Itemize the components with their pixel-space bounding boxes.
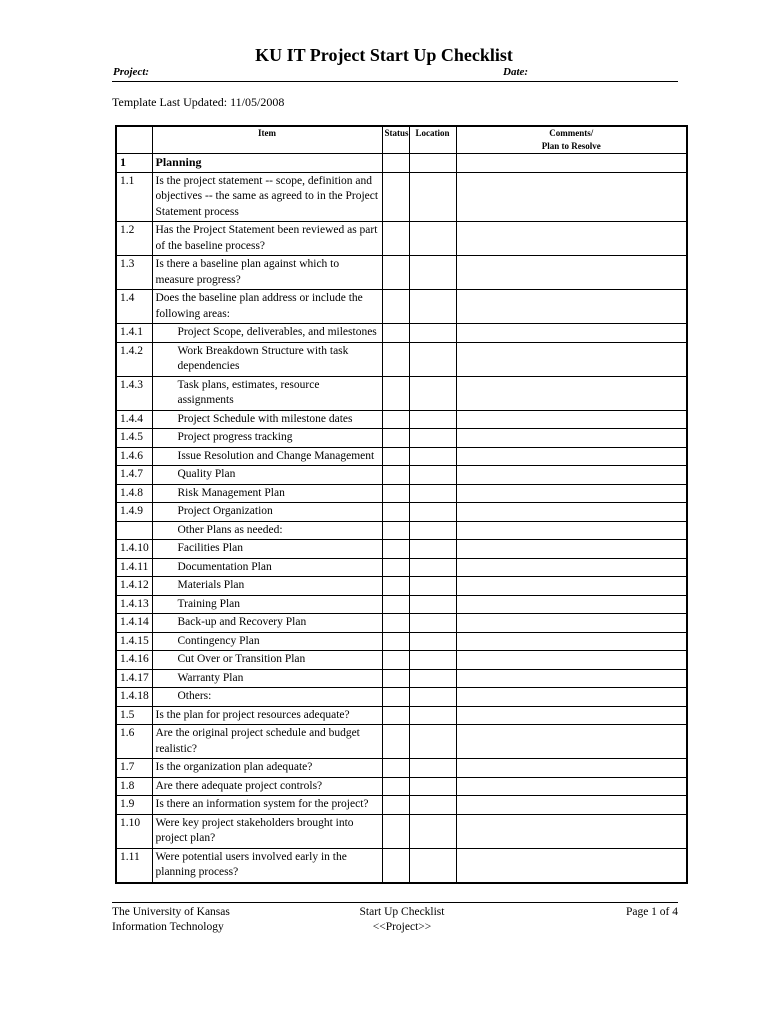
table-row — [116, 256, 687, 290]
row-status-cell — [382, 595, 409, 614]
footer-left — [112, 905, 230, 935]
row-location-cell — [409, 466, 456, 485]
row-number: 1.4.14 — [116, 614, 152, 633]
row-number: 1.2 — [116, 222, 152, 256]
row-location-cell — [409, 848, 456, 883]
header-item: Item — [152, 126, 382, 154]
row-item-text: Were potential users involved early in the planning process? — [155, 850, 347, 878]
row-number: 1.4.7 — [116, 466, 152, 485]
table-row — [116, 324, 687, 343]
table-row — [116, 688, 687, 707]
table-row — [116, 540, 687, 559]
row-item-text: Planning — [155, 155, 202, 169]
row-location-cell — [409, 540, 456, 559]
row-comments-cell — [456, 484, 687, 503]
row-location-cell — [409, 814, 456, 848]
row-item — [152, 632, 382, 651]
table-row — [116, 577, 687, 596]
row-location-cell — [409, 558, 456, 577]
row-location-cell — [409, 447, 456, 466]
row-comments-cell — [456, 614, 687, 633]
row-comments-cell — [456, 503, 687, 522]
table-row — [116, 376, 687, 410]
row-comments-cell — [456, 725, 687, 759]
table-row — [116, 796, 687, 815]
row-item-text: Is there an information system for the project? — [155, 798, 369, 810]
row-item-text: Task plans, estimates, resource assignments — [177, 378, 320, 406]
row-item-text: Project Organization — [177, 505, 273, 517]
row-number: 1.4.12 — [116, 577, 152, 596]
table-row — [116, 154, 687, 173]
row-item — [152, 324, 382, 343]
header-location: Location — [409, 126, 456, 154]
row-item-text: Is the organization plan adequate? — [155, 761, 313, 773]
row-number: 1.11 — [116, 848, 152, 883]
row-status-cell — [382, 706, 409, 725]
header-comments-line2: Plan to Resolve — [541, 141, 601, 151]
row-comments-cell — [456, 777, 687, 796]
row-number — [116, 521, 152, 540]
row-status-cell — [382, 632, 409, 651]
row-item — [152, 342, 382, 376]
row-location-cell — [409, 614, 456, 633]
row-item-text: Training Plan — [177, 597, 241, 610]
table-row — [116, 484, 687, 503]
row-status-cell — [382, 558, 409, 577]
row-status-cell — [382, 429, 409, 448]
row-item — [152, 540, 382, 559]
row-number: 1.4.5 — [116, 429, 152, 448]
row-item — [152, 614, 382, 633]
row-item-text: Contingency Plan — [177, 634, 260, 647]
row-comments-cell — [456, 651, 687, 670]
row-comments-cell — [456, 521, 687, 540]
table-row — [116, 632, 687, 651]
row-item — [152, 154, 382, 173]
row-location-cell — [409, 484, 456, 503]
table-row — [116, 759, 687, 778]
row-number: 1.4.11 — [116, 558, 152, 577]
table-row — [116, 466, 687, 485]
row-comments-cell — [456, 669, 687, 688]
checklist-table — [115, 125, 688, 884]
row-item-text: Others: — [177, 690, 212, 702]
checklist-body — [116, 154, 687, 883]
row-item-text: Documentation Plan — [177, 560, 272, 573]
row-comments-cell — [456, 848, 687, 883]
row-location-cell — [409, 688, 456, 707]
header-status: Status — [382, 126, 409, 154]
row-status-cell — [382, 324, 409, 343]
footer-center — [352, 905, 452, 935]
row-item-text: Project Schedule with milestone dates — [177, 412, 353, 425]
table-row — [116, 595, 687, 614]
row-comments-cell — [456, 172, 687, 222]
row-item — [152, 725, 382, 759]
row-item-text: Has the Project Statement been reviewed as part of the baseline process? — [155, 224, 378, 252]
row-location-cell — [409, 577, 456, 596]
row-status-cell — [382, 796, 409, 815]
row-item-text: Materials Plan — [177, 579, 245, 591]
row-status-cell — [382, 614, 409, 633]
row-number: 1.4.9 — [116, 503, 152, 522]
row-location-cell — [409, 503, 456, 522]
row-item-text: Issue Resolution and Change Management — [177, 449, 375, 462]
row-number: 1.4.6 — [116, 447, 152, 466]
row-status-cell — [382, 290, 409, 324]
row-comments-cell — [456, 814, 687, 848]
footer-rule — [112, 902, 678, 903]
table-row — [116, 777, 687, 796]
row-number: 1.4.10 — [116, 540, 152, 559]
table-row — [116, 342, 687, 376]
row-comments-cell — [456, 466, 687, 485]
row-item — [152, 484, 382, 503]
header-meta-row — [112, 66, 678, 82]
row-location-cell — [409, 725, 456, 759]
row-location-cell — [409, 324, 456, 343]
row-status-cell — [382, 484, 409, 503]
table-row — [116, 503, 687, 522]
row-comments-cell — [456, 706, 687, 725]
row-number: 1.3 — [116, 256, 152, 290]
row-comments-cell — [456, 577, 687, 596]
row-comments-cell — [456, 688, 687, 707]
row-item-text: Facilities Plan — [177, 542, 243, 554]
row-comments-cell — [456, 595, 687, 614]
header-comments — [456, 126, 687, 154]
row-item-text: Project Scope, deliverables, and milestones — [177, 326, 377, 338]
table-row — [116, 725, 687, 759]
row-item — [152, 848, 382, 883]
row-item-text: Cut Over or Transition Plan — [177, 653, 306, 665]
row-number: 1.4.13 — [116, 595, 152, 614]
row-location-cell — [409, 256, 456, 290]
row-item — [152, 376, 382, 410]
row-item — [152, 290, 382, 324]
header-number — [116, 126, 152, 154]
row-comments-cell — [456, 342, 687, 376]
footer-page-number: Page 1 of 4 — [625, 906, 678, 918]
row-location-cell — [409, 669, 456, 688]
row-number: 1.4 — [116, 290, 152, 324]
row-item — [152, 688, 382, 707]
row-item — [152, 410, 382, 429]
row-status-cell — [382, 777, 409, 796]
row-location-cell — [409, 222, 456, 256]
table-row — [116, 848, 687, 883]
row-location-cell — [409, 521, 456, 540]
row-item — [152, 222, 382, 256]
row-item-text: Work Breakdown Structure with task dependencies — [177, 344, 349, 372]
row-comments-cell — [456, 429, 687, 448]
row-number: 1 — [116, 154, 152, 173]
row-location-cell — [409, 342, 456, 376]
row-status-cell — [382, 376, 409, 410]
row-location-cell — [409, 172, 456, 222]
row-location-cell — [409, 376, 456, 410]
row-number: 1.4.17 — [116, 669, 152, 688]
row-comments-cell — [456, 410, 687, 429]
table-row — [116, 222, 687, 256]
row-comments-cell — [456, 759, 687, 778]
row-status-cell — [382, 688, 409, 707]
row-status-cell — [382, 759, 409, 778]
row-status-cell — [382, 256, 409, 290]
table-row — [116, 651, 687, 670]
row-number: 1.4.16 — [116, 651, 152, 670]
row-status-cell — [382, 725, 409, 759]
table-row — [116, 558, 687, 577]
row-comments-cell — [456, 558, 687, 577]
row-item — [152, 669, 382, 688]
row-item-text: Is the project statement -- scope, definition and objectives -- the same as agreed to in the Project Statement process — [155, 174, 379, 218]
row-location-cell — [409, 777, 456, 796]
row-item — [152, 651, 382, 670]
row-item-text: Are the original project schedule and budget realistic? — [155, 727, 360, 755]
row-location-cell — [409, 154, 456, 173]
row-item-text: Quality Plan — [177, 468, 236, 480]
project-label: Project: — [113, 66, 150, 78]
row-number: 1.4.4 — [116, 410, 152, 429]
header-comments-line1: Comments/ — [549, 128, 594, 138]
table-row — [116, 172, 687, 222]
row-item — [152, 814, 382, 848]
row-status-cell — [382, 651, 409, 670]
footer-doc-name: Start Up Checklist — [359, 906, 445, 918]
row-location-cell — [409, 290, 456, 324]
row-location-cell — [409, 632, 456, 651]
row-number: 1.4.18 — [116, 688, 152, 707]
row-comments-cell — [456, 222, 687, 256]
row-location-cell — [409, 759, 456, 778]
row-item-text: Are there adequate project controls? — [155, 779, 323, 792]
row-item — [152, 521, 382, 540]
table-row — [116, 614, 687, 633]
row-status-cell — [382, 154, 409, 173]
row-status-cell — [382, 669, 409, 688]
row-status-cell — [382, 848, 409, 883]
row-item — [152, 759, 382, 778]
row-location-cell — [409, 706, 456, 725]
row-item-text: Does the baseline plan address or include the following areas: — [155, 292, 363, 320]
row-number: 1.4.8 — [116, 484, 152, 503]
row-status-cell — [382, 222, 409, 256]
row-item-text: Project progress tracking — [177, 431, 293, 443]
table-header-row — [116, 126, 687, 154]
row-item-text: Is there a baseline plan against which to measure progress? — [155, 258, 340, 286]
row-number: 1.4.2 — [116, 342, 152, 376]
row-status-cell — [382, 447, 409, 466]
row-number: 1.9 — [116, 796, 152, 815]
row-item-text: Risk Management Plan — [177, 486, 285, 499]
row-number: 1.1 — [116, 172, 152, 222]
row-status-cell — [382, 172, 409, 222]
footer-department: Information Technology — [112, 921, 224, 933]
row-comments-cell — [456, 376, 687, 410]
table-row — [116, 706, 687, 725]
row-item — [152, 706, 382, 725]
row-status-cell — [382, 342, 409, 376]
template-updated-text: Template Last Updated: 11/05/2008 — [112, 95, 285, 109]
row-location-cell — [409, 796, 456, 815]
row-status-cell — [382, 503, 409, 522]
row-number: 1.4.1 — [116, 324, 152, 343]
row-comments-cell — [456, 256, 687, 290]
table-row — [116, 290, 687, 324]
row-status-cell — [382, 410, 409, 429]
row-location-cell — [409, 429, 456, 448]
footer-project-placeholder: <<Project>> — [372, 921, 432, 933]
row-status-cell — [382, 466, 409, 485]
table-row — [116, 429, 687, 448]
row-item — [152, 256, 382, 290]
table-row — [116, 447, 687, 466]
table-row — [116, 669, 687, 688]
row-comments-cell — [456, 324, 687, 343]
row-item-text: Back-up and Recovery Plan — [177, 616, 307, 628]
row-location-cell — [409, 595, 456, 614]
row-comments-cell — [456, 632, 687, 651]
row-comments-cell — [456, 154, 687, 173]
row-comments-cell — [456, 290, 687, 324]
row-location-cell — [409, 651, 456, 670]
row-item — [152, 503, 382, 522]
row-item-text: Were key project stakeholders brought into project plan? — [155, 816, 354, 844]
row-item — [152, 172, 382, 222]
row-item — [152, 466, 382, 485]
row-item-text: Is the plan for project resources adequate? — [155, 708, 350, 721]
row-comments-cell — [456, 540, 687, 559]
row-item-text: Other Plans as needed: — [177, 523, 283, 536]
row-item — [152, 429, 382, 448]
footer-university: The University of Kansas — [112, 906, 230, 918]
row-number: 1.5 — [116, 706, 152, 725]
row-number: 1.4.15 — [116, 632, 152, 651]
row-item — [152, 447, 382, 466]
row-location-cell — [409, 410, 456, 429]
row-status-cell — [382, 540, 409, 559]
row-status-cell — [382, 577, 409, 596]
date-label: Date: — [503, 66, 529, 78]
row-item — [152, 558, 382, 577]
row-status-cell — [382, 521, 409, 540]
row-item — [152, 777, 382, 796]
row-comments-cell — [456, 796, 687, 815]
row-item — [152, 577, 382, 596]
table-row — [116, 521, 687, 540]
page-title: KU IT Project Start Up Checklist — [255, 45, 513, 65]
row-comments-cell — [456, 447, 687, 466]
footer-right — [578, 905, 678, 920]
row-item — [152, 796, 382, 815]
table-row — [116, 410, 687, 429]
row-number: 1.8 — [116, 777, 152, 796]
table-row — [116, 814, 687, 848]
row-status-cell — [382, 814, 409, 848]
row-number: 1.10 — [116, 814, 152, 848]
row-item-text: Warranty Plan — [177, 671, 244, 684]
row-item — [152, 595, 382, 614]
row-number: 1.7 — [116, 759, 152, 778]
row-number: 1.4.3 — [116, 376, 152, 410]
row-number: 1.6 — [116, 725, 152, 759]
